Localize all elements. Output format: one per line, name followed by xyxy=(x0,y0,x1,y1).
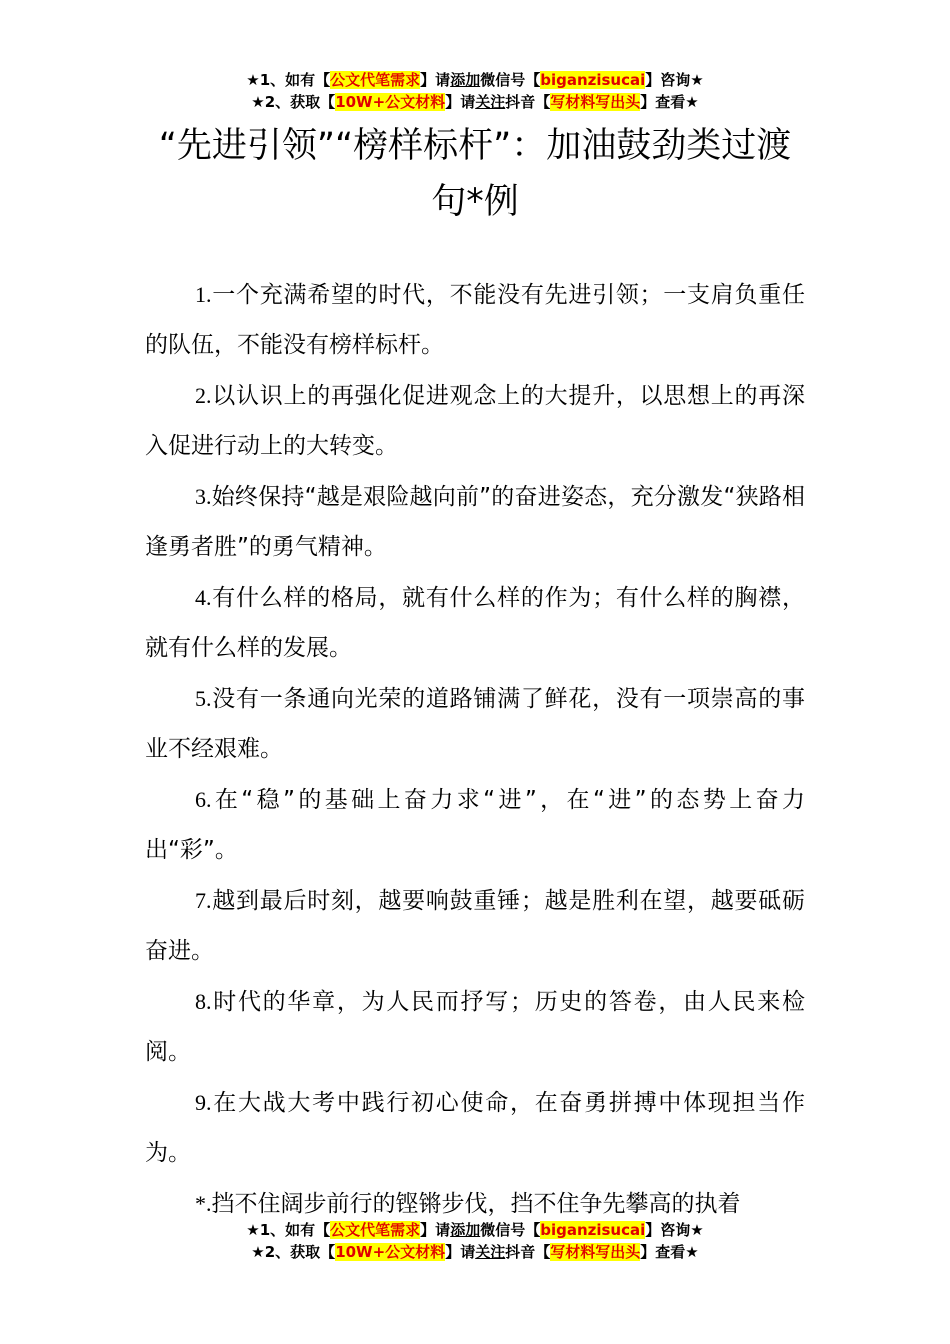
banner-text: 】查看★ xyxy=(640,1243,699,1261)
item-number: 8. xyxy=(195,989,212,1014)
banner-text: ★2、获取【 xyxy=(251,1243,336,1261)
list-item xyxy=(145,573,805,673)
banner-underlined-text: 关注 xyxy=(475,93,506,111)
document-body xyxy=(145,270,805,1231)
item-text: 在“稳”的基础上奋力求“进”，在“进”的态势上奋力出“彩”。 xyxy=(145,787,805,863)
banner-line-1 xyxy=(0,69,950,91)
item-text: 一个充满希望的时代，不能没有先进引领；一支肩负重任的队伍，不能没有榜样标杆。 xyxy=(145,282,805,358)
banner-text: ★1、如有【 xyxy=(246,71,331,89)
banner-text: ★1、如有【 xyxy=(246,1221,331,1239)
banner-text: 微信号【 xyxy=(480,71,541,89)
list-item xyxy=(145,674,805,774)
item-text: 在大战大考中践行初心使命，在奋勇拼搏中体现担当作为。 xyxy=(145,1090,805,1166)
item-text: 越到最后时刻，越要响鼓重锤；越是胜利在望，越要砥砺奋进。 xyxy=(145,888,805,964)
list-item xyxy=(145,876,805,976)
banner-highlight: 写材料写出头 xyxy=(550,1243,641,1261)
banner-text: 微信号【 xyxy=(480,1221,541,1239)
item-number: 2. xyxy=(195,383,212,408)
banner-text: ★2、获取【 xyxy=(251,93,336,111)
banner-text: 】请 xyxy=(445,93,476,111)
banner-underlined-text: 添加 xyxy=(450,1221,481,1239)
banner-highlight: 10W+公文材料 xyxy=(335,93,446,111)
list-item xyxy=(145,270,805,370)
banner-text: 】请 xyxy=(420,1221,451,1239)
banner-line-2 xyxy=(0,91,950,113)
banner-line-1 xyxy=(0,1219,950,1241)
item-number: 4. xyxy=(195,585,212,610)
banner-highlight: 公文代笔需求 xyxy=(330,71,421,89)
list-item xyxy=(145,977,805,1077)
item-number: 3. xyxy=(195,484,212,509)
item-text: 以认识上的再强化促进观念上的大提升，以思想上的再深入促进行动上的大转变。 xyxy=(145,383,805,459)
item-text: 始终保持“越是艰险越向前”的奋进姿态，充分激发“狭路相逢勇者胜”的勇气精神。 xyxy=(145,484,805,560)
banner-underlined-text: 关注 xyxy=(475,1243,506,1261)
header-banner xyxy=(0,69,950,113)
item-number: 5. xyxy=(195,686,212,711)
item-text: 时代的华章，为人民而抒写；历史的答卷，由人民来检阅。 xyxy=(145,989,805,1065)
list-item xyxy=(145,775,805,875)
banner-text: 】咨询★ xyxy=(645,1221,704,1239)
banner-text: 】请 xyxy=(420,71,451,89)
item-number: 6. xyxy=(195,787,212,812)
footer-banner xyxy=(0,1219,950,1263)
banner-line-2 xyxy=(0,1241,950,1263)
item-number: 1. xyxy=(195,282,212,307)
item-text: 没有一条通向光荣的道路铺满了鲜花，没有一项崇高的事业不经艰难。 xyxy=(145,686,805,762)
list-item xyxy=(145,472,805,572)
banner-text: 抖音【 xyxy=(505,93,551,111)
banner-highlight: 10W+公文材料 xyxy=(335,1243,446,1261)
item-number: 7. xyxy=(195,888,212,913)
item-number: 9. xyxy=(195,1090,212,1115)
list-item xyxy=(145,371,805,471)
banner-text: 】请 xyxy=(445,1243,476,1261)
banner-text: 】查看★ xyxy=(640,93,699,111)
banner-underlined-text: 添加 xyxy=(450,71,481,89)
item-number: *. xyxy=(195,1191,212,1216)
item-text: 有什么样的格局，就有什么样的作为；有什么样的胸襟，就有什么样的发展。 xyxy=(145,585,805,661)
banner-highlight: biganzisucai xyxy=(540,1221,646,1239)
banner-text: 】咨询★ xyxy=(645,71,704,89)
banner-highlight: biganzisucai xyxy=(540,71,646,89)
banner-highlight: 写材料写出头 xyxy=(550,93,641,111)
document-title: “先进引领”“榜样标杆”：加油鼓劲类过渡句*例 xyxy=(158,126,792,222)
list-item xyxy=(145,1078,805,1178)
banner-highlight: 公文代笔需求 xyxy=(330,1221,421,1239)
banner-text: 抖音【 xyxy=(505,1243,551,1261)
item-text: 挡不住阔步前行的铿锵步伐，挡不住争先攀高的执着 xyxy=(211,1191,741,1217)
